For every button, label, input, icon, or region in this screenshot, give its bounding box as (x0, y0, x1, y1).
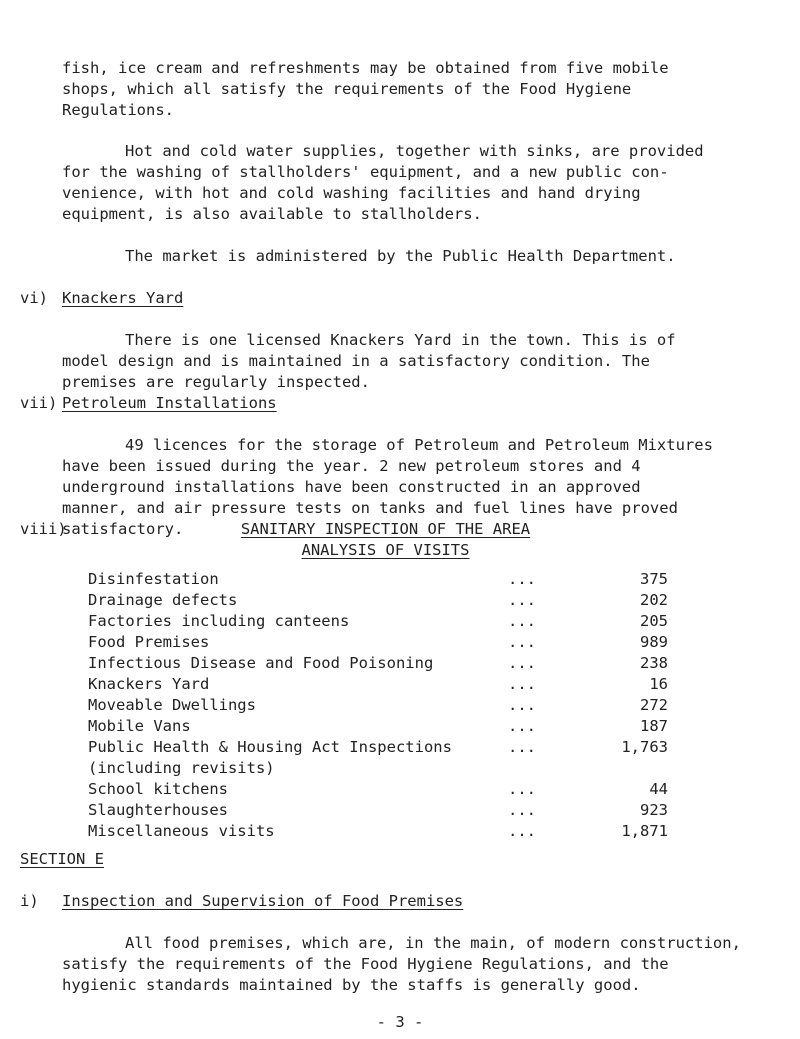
visit-category: Drainage defects (88, 591, 238, 609)
leader-dots: ... (508, 738, 536, 756)
visits-row (88, 653, 668, 674)
visit-category: Knackers Yard (88, 675, 210, 693)
visit-category: Slaughterhouses (88, 801, 228, 819)
knackers-heading: Knackers Yard (62, 289, 184, 307)
visits-row (88, 737, 668, 779)
visits-row (88, 695, 668, 716)
leader-dots: ... (508, 675, 536, 693)
visit-count: 272 (640, 696, 668, 714)
leader-dots: ... (508, 780, 536, 798)
visits-row (88, 779, 668, 800)
visit-count: 923 (640, 801, 668, 819)
visits-table (88, 569, 668, 842)
food-premises-paragraph: All food premises, which are, in the main, of modern construction, satisfy the requirements of the Food Hygiene Regulations, and the hygienic standards maintained by the staffs is generally good. (62, 934, 741, 994)
leader-dots: ... (508, 570, 536, 588)
visits-row (88, 821, 668, 842)
visits-subheading: ANALYSIS OF VISITS (301, 541, 470, 559)
petroleum-paragraph: 49 licences for the storage of Petroleum and Petroleum Mixtures have been issued during the year. 2 new petroleum stores and 4 underground installations have been constructed in an approved manner, and air pressure tests on tanks and fuel lines have proved satisfactory. (62, 436, 713, 538)
market-paragraph-2: Hot and cold water supplies, together with sinks, are provided for the washing of stallholders' equipment, and a new public con- venience, with hot and cold washing facilities and hand drying equipment, is also available to stallholders. (62, 142, 704, 223)
visit-category: Factories including canteens (88, 612, 350, 630)
visits-row (88, 632, 668, 653)
visit-count: 16 (649, 675, 668, 693)
visit-category: Infectious Disease and Food Poisoning (88, 654, 434, 672)
visit-category: Disinfestation (88, 570, 219, 588)
leader-dots: ... (508, 717, 536, 735)
petroleum-section-number: vii) (20, 394, 58, 412)
visit-category: Miscellaneous visits (88, 822, 275, 840)
petroleum-heading: Petroleum Installations (62, 394, 277, 412)
visit-category: Public Health & Housing Act Inspections (including revisits) (88, 738, 452, 777)
visits-row (88, 611, 668, 632)
leader-dots: ... (508, 612, 536, 630)
leader-dots: ... (508, 654, 536, 672)
page-number: - 3 - (376, 1013, 424, 1031)
visit-category: Moveable Dwellings (88, 696, 256, 714)
leader-dots: ... (508, 801, 536, 819)
visit-category: School kitchens (88, 780, 228, 798)
leader-dots: ... (508, 696, 536, 714)
leader-dots: ... (508, 822, 536, 840)
section-e-sub-number: i) (20, 892, 39, 910)
sanitary-section-number: viii) (20, 520, 67, 538)
visit-count: 202 (640, 591, 668, 609)
visits-row (88, 569, 668, 590)
visit-count: 238 (640, 654, 668, 672)
visit-count: 187 (640, 717, 668, 735)
visit-count: 375 (640, 570, 668, 588)
visit-count: 1,871 (621, 822, 668, 840)
visit-category: Mobile Vans (88, 717, 191, 735)
market-paragraph-3: The market is administered by the Public Health Department. (125, 247, 676, 265)
leader-dots: ... (508, 591, 536, 609)
knackers-paragraph: There is one licensed Knackers Yard in the town. This is of model design and is maintained in a satisfactory condition. The premises are regularly inspected. (62, 331, 676, 391)
visit-count: 989 (640, 633, 668, 651)
food-premises-heading: Inspection and Supervision of Food Premises (62, 892, 464, 910)
visits-row (88, 800, 668, 821)
visit-count: 44 (649, 780, 668, 798)
visit-count: 205 (640, 612, 668, 630)
knackers-section-number: vi) (20, 289, 48, 307)
visits-row (88, 716, 668, 737)
leader-dots: ... (508, 633, 536, 651)
visits-row (88, 590, 668, 611)
visit-category: Food Premises (88, 633, 210, 651)
visit-count: 1,763 (621, 738, 668, 756)
sanitary-heading: SANITARY INSPECTION OF THE AREA (240, 520, 531, 538)
market-paragraph-1: fish, ice cream and refreshments may be obtained from five mobile shops, which all satisfy the requirements of the Food Hygiene Regulations. (62, 59, 669, 119)
visits-row (88, 674, 668, 695)
section-e-heading: SECTION E (20, 850, 104, 868)
